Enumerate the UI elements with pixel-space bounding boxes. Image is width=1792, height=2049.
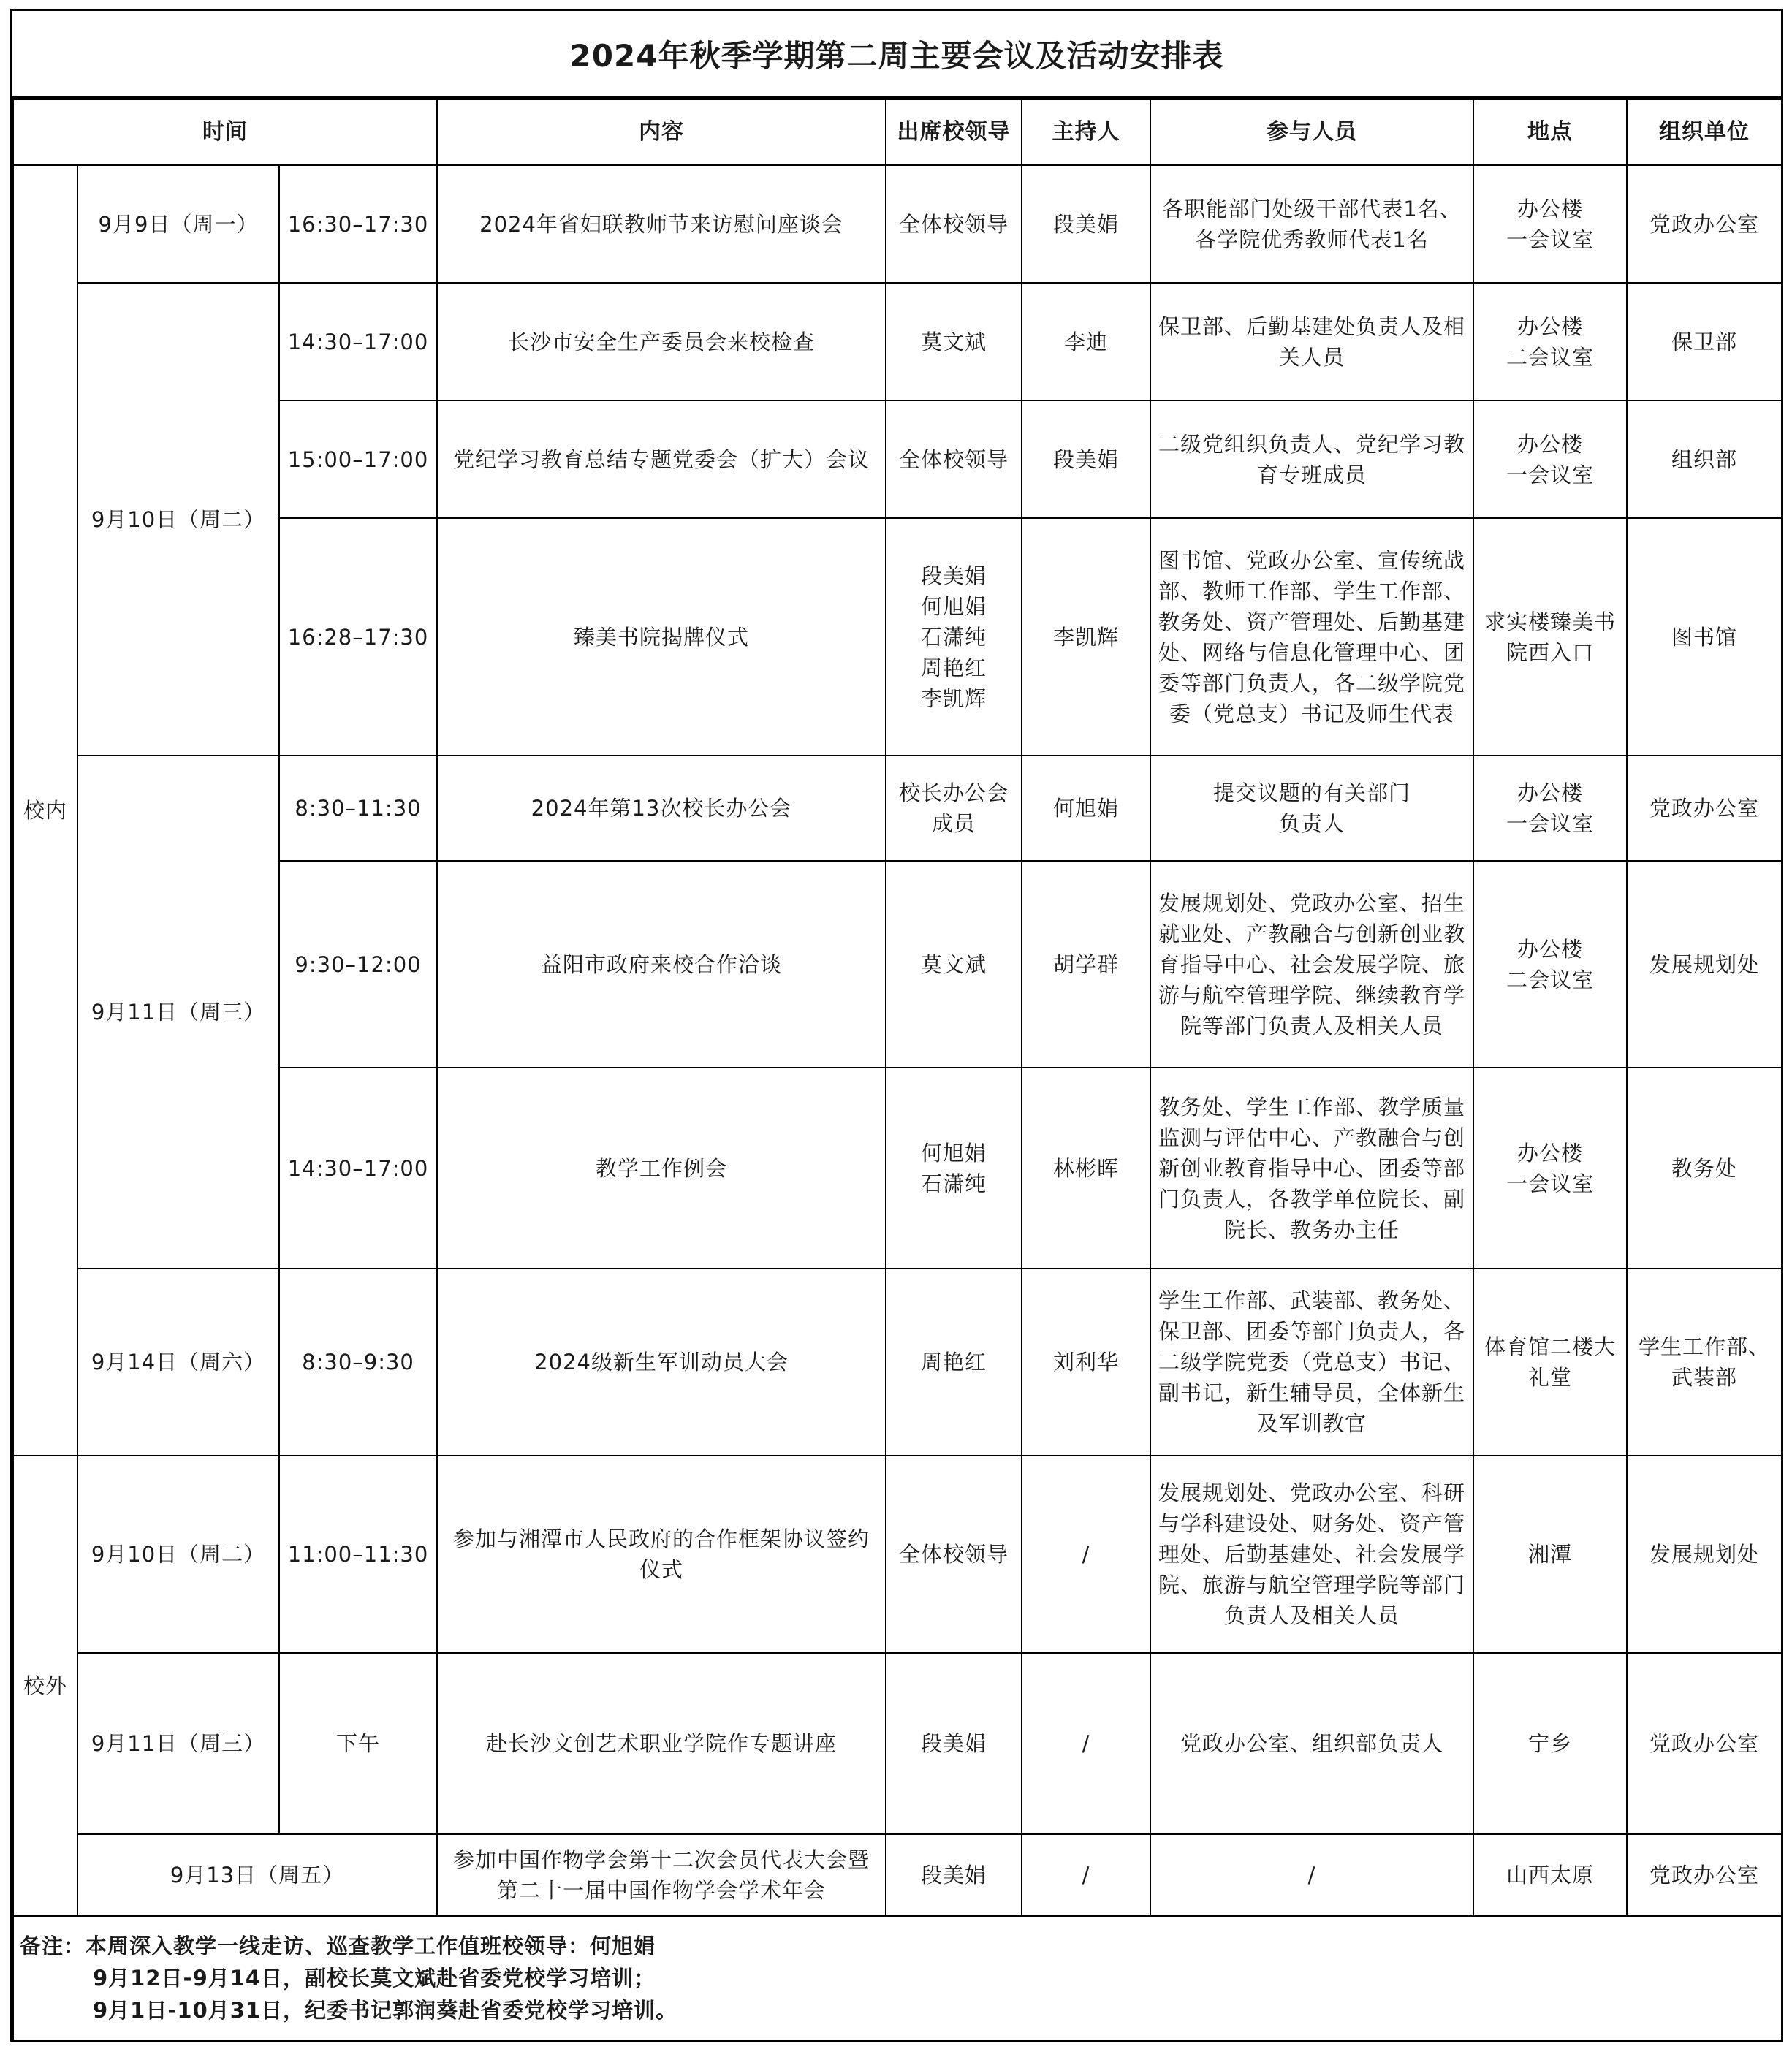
- location-cell: 办公楼 二会议室: [1473, 861, 1627, 1068]
- participants-cell: 提交议题的有关部门 负责人: [1150, 756, 1473, 861]
- content-cell: 赴长沙文创艺术职业学院作专题讲座: [437, 1653, 886, 1834]
- location-cell: 山西太原: [1473, 1834, 1627, 1916]
- organizer-cell: 组织部: [1627, 400, 1782, 518]
- content-cell: 益阳市政府来校合作洽谈: [437, 861, 886, 1068]
- time-cell: 14:30–17:00: [279, 283, 437, 400]
- location-cell: 办公楼 一会议室: [1473, 400, 1627, 518]
- host-cell: 胡学群: [1022, 861, 1150, 1068]
- leaders-cell: 全体校领导: [886, 400, 1022, 518]
- participants-cell: 党政办公室、组织部负责人: [1150, 1653, 1473, 1834]
- table-row: [13, 283, 1782, 400]
- time-cell: 8:30–11:30: [279, 756, 437, 861]
- content-cell: 参加与湘潭市人民政府的合作框架协议签约仪式: [437, 1456, 886, 1653]
- participants-cell: 发展规划处、党政办公室、招生就业处、产教融合与创新创业教育指导中心、社会发展学院、旅游与航空管理学院、继续教育学院等部门负责人及相关人员: [1150, 861, 1473, 1068]
- host-cell: /: [1022, 1456, 1150, 1653]
- host-cell: 李凯辉: [1022, 518, 1150, 756]
- group-off-campus: 校外: [13, 1456, 77, 1916]
- participants-cell: 各职能部门处级干部代表1名、各学院优秀教师代表1名: [1150, 165, 1473, 283]
- header-organizer: 组织单位: [1627, 99, 1782, 165]
- organizer-cell: 图书馆: [1627, 518, 1782, 756]
- notes-row: [13, 1916, 1782, 2040]
- day-cell: 9月10日（周二）: [77, 283, 279, 756]
- location-cell: 体育馆二楼大礼堂: [1473, 1269, 1627, 1456]
- host-cell: 林彬晖: [1022, 1068, 1150, 1269]
- participants-cell: 发展规划处、党政办公室、科研与学科建设处、财务处、资产管理处、后勤基建处、社会发展学院、旅游与航空管理学院等部门负责人及相关人员: [1150, 1456, 1473, 1653]
- content-cell: 党纪学习教育总结专题党委会（扩大）会议: [437, 400, 886, 518]
- location-cell: 湘潭: [1473, 1456, 1627, 1653]
- time-cell: 14:30–17:00: [279, 1068, 437, 1269]
- header-content: 内容: [437, 99, 886, 165]
- day-cell: 9月11日（周三）: [77, 756, 279, 1269]
- note-line-2: 9月12日-9月14日，副校长莫文斌赴省委党校学习培训；: [93, 1966, 656, 1991]
- notes-cell: [13, 1916, 1782, 2040]
- table-row: [13, 165, 1782, 283]
- header-participants: 参与人员: [1150, 99, 1473, 165]
- participants-cell: 学生工作部、武装部、教务处、保卫部、团委等部门负责人，各二级学院党委（党总支）书记、副书记，新生辅导员，全体新生及军训教官: [1150, 1269, 1473, 1456]
- organizer-cell: 党政办公室: [1627, 1834, 1782, 1916]
- header-row: [13, 99, 1782, 165]
- host-cell: 段美娟: [1022, 165, 1150, 283]
- location-cell: 办公楼 一会议室: [1473, 165, 1627, 283]
- schedule-sheet: [10, 9, 1783, 2042]
- header-location: 地点: [1473, 99, 1627, 165]
- leaders-cell: 段美娟 何旭娟 石潇纯 周艳红 李凯辉: [886, 518, 1022, 756]
- host-cell: 何旭娟: [1022, 756, 1150, 861]
- host-cell: 刘利华: [1022, 1269, 1150, 1456]
- time-cell: 8:30–9:30: [279, 1269, 437, 1456]
- time-cell: 16:30–17:30: [279, 165, 437, 283]
- participants-cell: /: [1150, 1834, 1473, 1916]
- note-line-3: 9月1日-10月31日，纪委书记郭润葵赴省委党校学习培训。: [93, 1998, 678, 2023]
- host-cell: 段美娟: [1022, 400, 1150, 518]
- location-cell: 求实楼臻美书院西入口: [1473, 518, 1627, 756]
- organizer-cell: 党政办公室: [1627, 1653, 1782, 1834]
- group-on-campus: 校内: [13, 165, 77, 1456]
- time-cell: 16:28–17:30: [279, 518, 437, 756]
- table-row: [13, 1269, 1782, 1456]
- content-cell: 长沙市安全生产委员会来校检查: [437, 283, 886, 400]
- organizer-cell: 党政办公室: [1627, 165, 1782, 283]
- leaders-cell: 莫文斌: [886, 283, 1022, 400]
- title-row: [12, 11, 1781, 99]
- content-cell: 2024级新生军训动员大会: [437, 1269, 886, 1456]
- day-cell: 9月11日（周三）: [77, 1653, 279, 1834]
- table-row: [13, 756, 1782, 861]
- participants-cell: 教务处、学生工作部、教学质量监测与评估中心、产教融合与创新创业教育指导中心、团委等部门负责人，各教学单位院长、副院长、教务办主任: [1150, 1068, 1473, 1269]
- content-cell: 教学工作例会: [437, 1068, 886, 1269]
- schedule-table: [12, 99, 1782, 2041]
- day-cell: 9月9日（周一）: [77, 165, 279, 283]
- organizer-cell: 发展规划处: [1627, 861, 1782, 1068]
- table-row: [13, 1834, 1782, 1916]
- time-cell: 11:00–11:30: [279, 1456, 437, 1653]
- location-cell: 办公楼 二会议室: [1473, 283, 1627, 400]
- leaders-cell: 段美娟: [886, 1834, 1022, 1916]
- location-cell: 办公楼 一会议室: [1473, 1068, 1627, 1269]
- table-row: [13, 1653, 1782, 1834]
- host-cell: /: [1022, 1834, 1150, 1916]
- organizer-cell: 学生工作部、武装部: [1627, 1269, 1782, 1456]
- content-cell: 2024年省妇联教师节来访慰问座谈会: [437, 165, 886, 283]
- organizer-cell: 发展规划处: [1627, 1456, 1782, 1653]
- leaders-cell: 全体校领导: [886, 165, 1022, 283]
- leaders-cell: 何旭娟 石潇纯: [886, 1068, 1022, 1269]
- content-cell: 臻美书院揭牌仪式: [437, 518, 886, 756]
- host-cell: /: [1022, 1653, 1150, 1834]
- participants-cell: 二级党组织负责人、党纪学习教育专班成员: [1150, 400, 1473, 518]
- location-cell: 宁乡: [1473, 1653, 1627, 1834]
- header-time: 时间: [13, 99, 437, 165]
- organizer-cell: 保卫部: [1627, 283, 1782, 400]
- content-cell: 参加中国作物学会第十二次会员代表大会暨第二十一届中国作物学会学术年会: [437, 1834, 886, 1916]
- host-cell: 李迪: [1022, 283, 1150, 400]
- leaders-cell: 校长办公会成员: [886, 756, 1022, 861]
- day-cell: 9月10日（周二）: [77, 1456, 279, 1653]
- leaders-cell: 全体校领导: [886, 1456, 1022, 1653]
- leaders-cell: 段美娟: [886, 1653, 1022, 1834]
- leaders-cell: 周艳红: [886, 1269, 1022, 1456]
- participants-cell: 保卫部、后勤基建处负责人及相关人员: [1150, 283, 1473, 400]
- time-cell: 15:00–17:00: [279, 400, 437, 518]
- day-cell: 9月13日（周五）: [77, 1834, 437, 1916]
- time-cell: 9:30–12:00: [279, 861, 437, 1068]
- time-cell: 下午: [279, 1653, 437, 1834]
- header-host: 主持人: [1022, 99, 1150, 165]
- leaders-cell: 莫文斌: [886, 861, 1022, 1068]
- location-cell: 办公楼 一会议室: [1473, 756, 1627, 861]
- header-leaders: 出席校领导: [886, 99, 1022, 165]
- content-cell: 2024年第13次校长办公会: [437, 756, 886, 861]
- note-line-1: 备注：本周深入教学一线走访、巡查教学工作值班校领导：何旭娟: [20, 1934, 656, 1958]
- day-cell: 9月14日（周六）: [77, 1269, 279, 1456]
- organizer-cell: 党政办公室: [1627, 756, 1782, 861]
- organizer-cell: 教务处: [1627, 1068, 1782, 1269]
- participants-cell: 图书馆、党政办公室、宣传统战部、教师工作部、学生工作部、教务处、资产管理处、后勤基建处、网络与信息化管理中心、团委等部门负责人，各二级学院党委（党总支）书记及师生代表: [1150, 518, 1473, 756]
- page-title: 2024年秋季学期第二周主要会议及活动安排表: [569, 37, 1224, 74]
- table-row: [13, 1456, 1782, 1653]
